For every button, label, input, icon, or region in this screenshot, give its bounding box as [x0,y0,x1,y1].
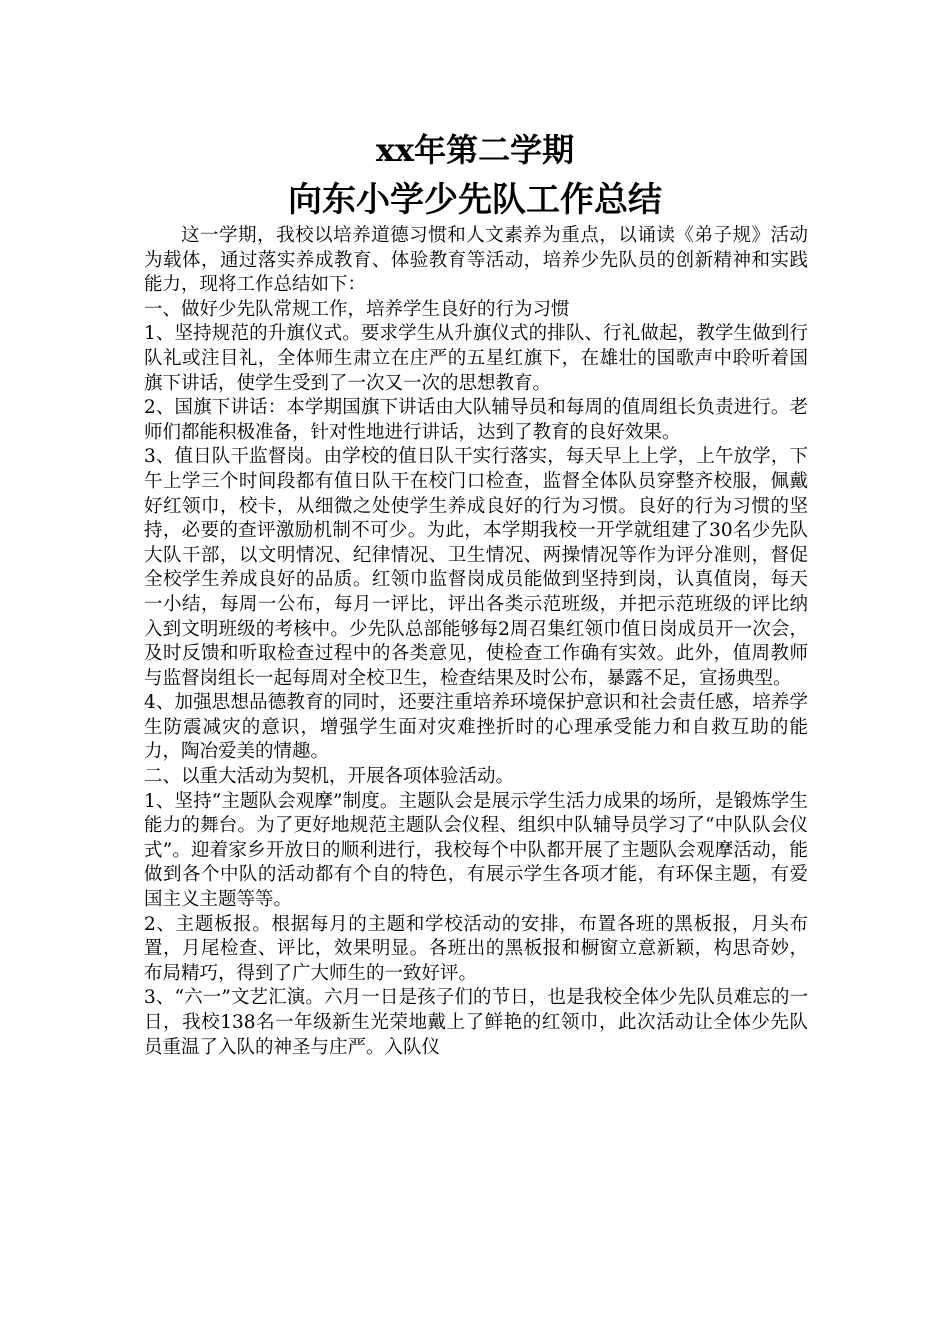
paragraph-childrens-day: 3、“六一”文艺汇演。六月一日是孩子们的节日，也是我校全体少先队员难忘的一日，我校138名一年级新生光荣地戴上了鲜艳的红领巾，此次活动让全体少先队员重温了入队的神圣与庄严。入队仪 [144,987,808,1058]
paragraph-blackboard: 2、主题板报。根据每月的主题和学校活动的安排，布置各班的黑板报，月头布置，月尾检查、评比，效果明显。各班出的黑板报和橱窗立意新颖，构思奇妙，布局精巧，得到了广大师生的一致好评。 [144,913,808,984]
paragraph-theme-meeting: 1、坚持“主题队会观摩”制度。主题队会是展示学生活力成果的场所，是锻炼学生能力的舞台。为了更好地规范主题队会仪程、组织中队辅导员学习了“中队队会仪式”。迎着家乡开放日的顺利进行，我校每个中队都开展了主题队会观摩活动，能做到各个中队的活动都有个自的特色，有展示学生各项才能，有环保主题，有爱国主义主题等等。 [144,790,808,911]
document-body [144,224,808,1060]
paragraph-flag-ceremony: 1、坚持规范的升旗仪式。要求学生从升旗仪式的排队、行礼做起，教学生做到行队礼或注目礼，全体师生肃立在庄严的五星红旗下，在雄壮的国歌声中聆听着国旗下讲话，使学生受到了一次又一次的思想教育。 [144,323,808,394]
intro-paragraph: 这一学期，我校以培养道德习惯和人文素养为重点，以诵读《弟子规》活动为载体，通过落实养成教育、体验教育等活动，培养少先队员的创新精神和实践能力，现将工作总结如下： [144,225,808,296]
paragraph-duty-supervision: 3、值日队干监督岗。由学校的值日队干实行落实，每天早上上学，上午放学，下午上学三个时间段都有值日队干在校门口检查，监督全体队员穿整齐校服，佩戴好红领巾，校卡，从细微之处使学生养成良好的行为习惯。良好的行为习惯的坚持，必要的查评激励机制不可少。为此，本学期我校一开学就组建了30名少先队大队干部，以文明情况、纪律情况、卫生情况、两操情况等作为评分准则，督促全校学生养成良好的品质。红领巾监督岗成员能做到坚持到岗，认真值岗，每天一小结，每周一公布，每月一评比，评出各类示范班级，并把示范班级的评比纳入到文明班级的考核中。少先队总部能够每2周召集红领巾值日岗成员开一次会，及时反馈和听取检查过程中的各类意见，使检查工作确有实效。此外，值周教师与监督岗组长一起每周对全校卫生，检查结果及时公布，暴露不足，宣扬典型。 [144,446,808,689]
section-heading-1: 一、做好少先队常规工作，培养学生良好的行为习惯 [144,298,570,320]
document-title-line-2: 向东小学少先队工作总结 [288,180,662,220]
paragraph-moral-education: 4、加强思想品德教育的同时，还要注重培养环境保护意识和社会责任感，培养学生防震减灾的意识，增强学生面对灾难挫折时的心理承受能力和自救互助的能力，陶冶爱美的情趣。 [144,692,808,763]
section-heading-2: 二、以重大活动为契机，开展各项体验活动。 [144,766,515,788]
document-title-line-1: xx年第二学期 [375,131,575,169]
paragraph-flag-speech: 2、国旗下讲话：本学期国旗下讲话由大队辅导员和每周的值周组长负责进行。老师们都能积极准备，针对性地进行讲话，达到了教育的良好效果。 [144,397,808,443]
